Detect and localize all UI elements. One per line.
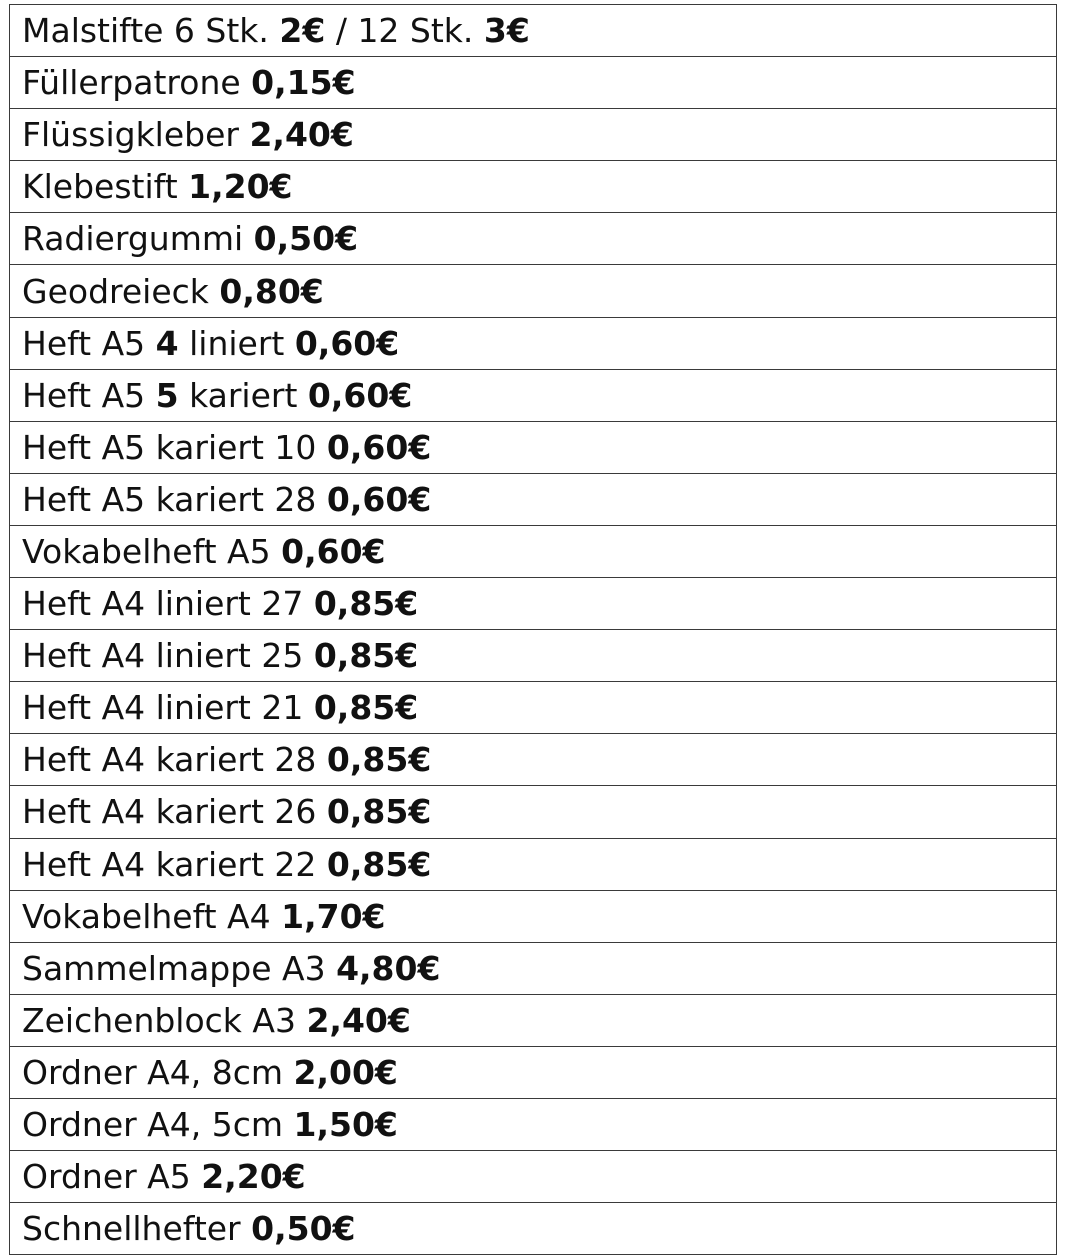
item-label: Heft A5 — [22, 323, 156, 363]
price-value: 0,80€ — [219, 271, 324, 311]
price-value: 4 — [155, 323, 179, 363]
item-label: Zeichenblock A3 — [22, 1000, 307, 1040]
price-value: 0,50€ — [253, 219, 359, 259]
price-value: 2,40€ — [306, 1000, 411, 1040]
table-row — [10, 630, 1056, 682]
price-value: 0,15€ — [251, 63, 356, 103]
item-label: Schnellhefter — [22, 1209, 252, 1249]
item-label: Vokabelheft A4 — [22, 896, 282, 936]
table-row — [10, 943, 1056, 995]
table-row — [10, 839, 1056, 891]
price-value: 2€ — [279, 11, 326, 51]
price-value: 0,60€ — [294, 323, 400, 363]
item-label: Heft A4 liniert 27 — [22, 584, 314, 624]
table-row — [10, 891, 1056, 943]
price-value: 0,85€ — [326, 844, 432, 884]
price-value: 2,00€ — [293, 1052, 398, 1092]
table-row — [10, 5, 1056, 57]
price-value: 2,20€ — [201, 1157, 306, 1197]
item-label: Heft A5 kariert 28 — [22, 479, 327, 519]
price-value: 0,85€ — [326, 792, 432, 832]
item-label: Ordner A4, 8cm — [22, 1052, 294, 1092]
table-row — [10, 734, 1056, 786]
table-row — [10, 57, 1056, 109]
price-value: 3€ — [483, 11, 530, 51]
price-value: 0,85€ — [326, 740, 432, 780]
price-value: 0,60€ — [307, 375, 413, 415]
item-label: Malstifte 6 Stk. — [22, 11, 280, 51]
table-row — [10, 1151, 1056, 1203]
price-value: 4,80€ — [336, 948, 441, 988]
table-row — [10, 682, 1056, 734]
item-label: / 12 Stk. — [325, 11, 484, 51]
price-value: 1,20€ — [188, 167, 293, 207]
price-value: 0,60€ — [326, 427, 432, 467]
table-row — [10, 995, 1056, 1047]
item-label: Heft A4 kariert 22 — [22, 844, 327, 884]
item-label: Füllerpatrone — [22, 63, 252, 103]
table-row — [10, 213, 1056, 265]
price-value: 5 — [155, 375, 179, 415]
price-value: 2,40€ — [249, 115, 354, 155]
price-value: 0,85€ — [313, 688, 419, 728]
item-label: Heft A5 kariert 10 — [22, 427, 327, 467]
item-label: Sammelmappe A3 — [22, 948, 337, 988]
table-row — [10, 370, 1056, 422]
table-row — [10, 1047, 1056, 1099]
item-label: Heft A4 kariert 26 — [22, 792, 327, 832]
item-label: Geodreieck — [22, 271, 220, 311]
item-label: Klebestift — [22, 167, 189, 207]
table-row — [10, 318, 1056, 370]
item-label: Vokabelheft A5 — [22, 531, 282, 571]
item-label: Heft A4 liniert 25 — [22, 636, 314, 676]
item-label: Heft A5 — [22, 375, 156, 415]
table-row — [10, 1203, 1056, 1255]
item-label: Heft A4 kariert 28 — [22, 740, 327, 780]
table-row — [10, 786, 1056, 838]
table-row — [10, 474, 1056, 526]
item-label: liniert — [178, 323, 295, 363]
item-label: Radiergummi — [22, 219, 254, 259]
price-value: 0,60€ — [281, 531, 386, 571]
table-row — [10, 265, 1056, 317]
table-row — [10, 109, 1056, 161]
table-row — [10, 578, 1056, 630]
item-label: Ordner A4, 5cm — [22, 1105, 294, 1145]
price-table — [9, 4, 1057, 1255]
price-value: 0,50€ — [251, 1209, 356, 1249]
price-value: 1,50€ — [293, 1105, 398, 1145]
price-value: 0,85€ — [313, 584, 419, 624]
table-row — [10, 1099, 1056, 1151]
item-label: kariert — [178, 375, 308, 415]
price-value: 1,70€ — [281, 896, 386, 936]
table-row — [10, 161, 1056, 213]
item-label: Ordner A5 — [22, 1157, 202, 1197]
table-row — [10, 422, 1056, 474]
item-label: Flüssigkleber — [22, 115, 250, 155]
table-row — [10, 526, 1056, 578]
price-value: 0,60€ — [326, 479, 432, 519]
price-value: 0,85€ — [313, 636, 419, 676]
item-label: Heft A4 liniert 21 — [22, 688, 314, 728]
